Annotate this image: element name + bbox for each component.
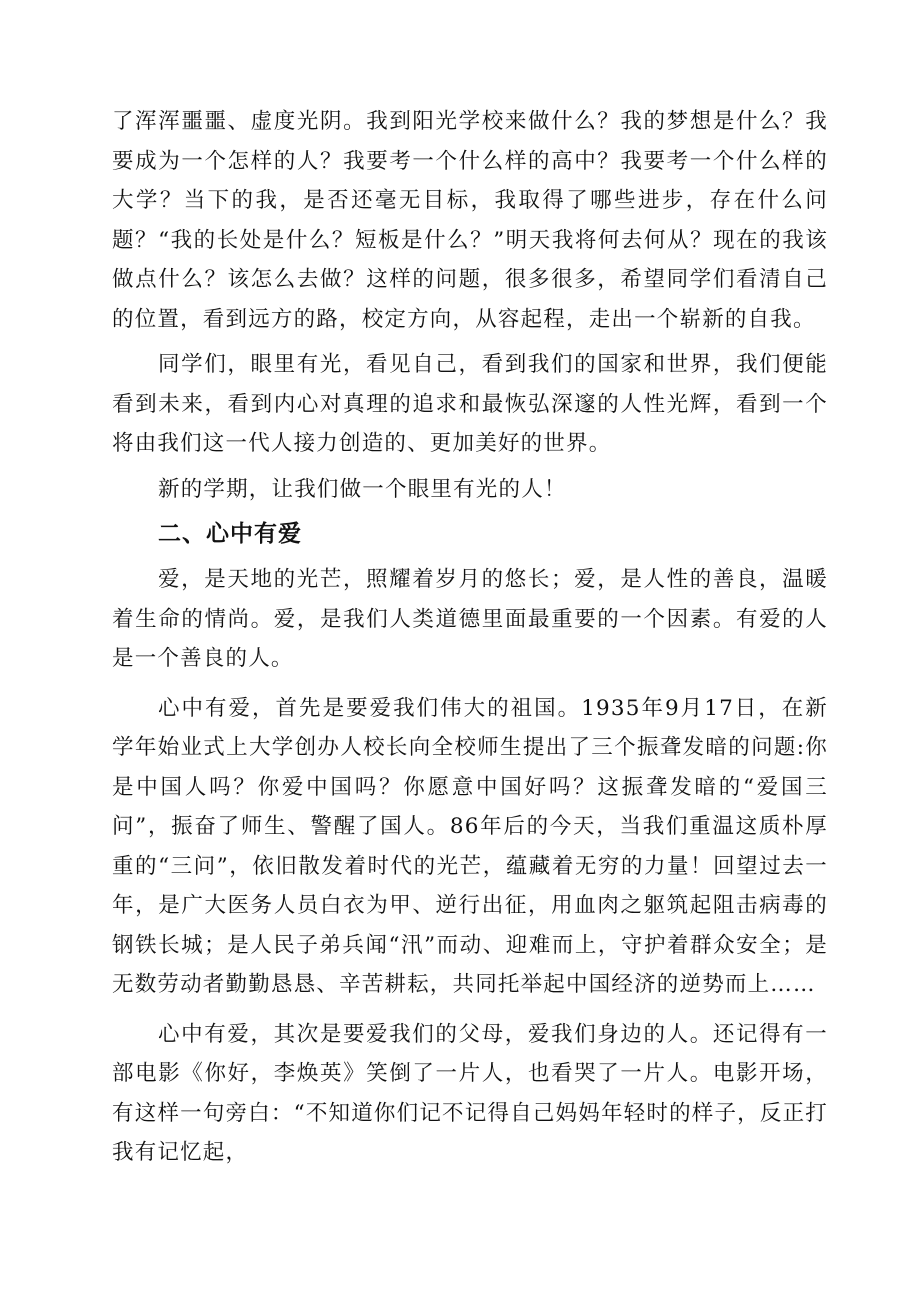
paragraph-new-semester: 新的学期，让我们做一个眼里有光的人！	[158, 476, 567, 502]
paragraph-love-parents: 心中有爱，其次是要爱我们的父母，爱我们身边的人。还记得有一部电影《你好，李焕英》笑倒了一片人，也看哭了一片人。电影开场，有这样一句旁白：“不知道你们记不记得自己妈妈年轻时的样子，反正打我有记忆起，	[112, 1021, 828, 1165]
paragraph-light-in-eyes: 同学们，眼里有光，看见自己，看到我们的国家和世界，我们便能看到未来，看到内心对真理的追求和最恢弘深邃的人性光辉，看到一个将由我们这一代人接力创造的、更加美好的世界。	[112, 352, 828, 456]
paragraph-love-country: 心中有爱，首先是要爱我们伟大的祖国。1935年9月17日，在新学年始业式上大学创办人校长向全校师生提出了三个振聋发暗的问题:你是中国人吗？你爱中国吗？你愿意中国好吗？这振聋发暗的“爱国三问”，振奋了师生、警醒了国人。86年后的今天，当我们重温这质朴厚重的“三问”，依旧散发着时代的光芒，蕴藏着无穷的力量！回望过去一年，是广大医务人员白衣为甲、逆行出征，用血肉之躯筑起阻击病毒的钢铁长城；是人民子弟兵闻“汛”而动、迎难而上，守护着群众安全；是无数劳动者勤勤恳恳、辛苦耕耘，共同托举起中国经济的逆势而上……	[112, 695, 828, 997]
paragraph-goals-questions: 了浑浑噩噩、虚度光阴。我到阳光学校来做什么？我的梦想是什么？我要成为一个怎样的人？我要考一个什么样的高中？我要考一个什么样的大学？当下的我，是否还毫无目标，我取得了哪些进步，存在什么问题？“我的长处是什么？短板是什么？”明天我将何去何从？现在的我该做点什么？该怎么去做？这样的问题，很多很多，希望同学们看清自己的位置，看到远方的路，校定方向，从容起程，走出一个崭新的自我。	[112, 109, 828, 332]
paragraph-love-definition: 爱，是天地的光芒，照耀着岁月的悠长；爱，是人性的善良，温暖着生命的情尚。爱，是我们人类道德里面最重要的一个因素。有爱的人是一个善良的人。	[112, 567, 828, 671]
section-heading: 二、心中有爱	[158, 521, 302, 547]
